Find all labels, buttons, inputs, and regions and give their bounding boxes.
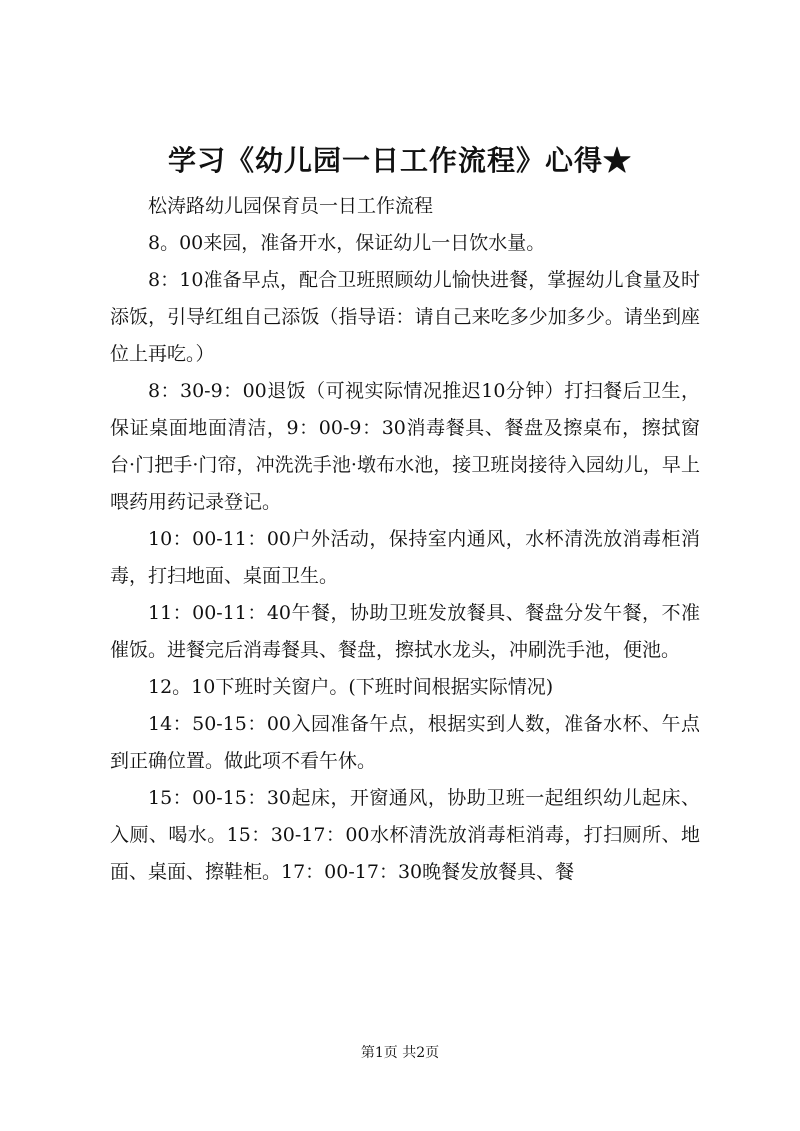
paragraph: 8：30-9：00退饭（可视实际情况推迟10分钟）打扫餐后卫生，保证桌面地面清洁，9：00-9：30消毒餐具、餐盘及擦桌布，擦拭窗台·门把手·门帘，冲洗洗手池·墩布水池，接卫班岗接待入园幼儿，早上喂药用药记录登记。 <box>110 380 700 513</box>
paragraph: 15：00-15：30起床，开窗通风，协助卫班一起组织幼儿起床、入厕、喝水。15：30-17：00水杯清洗放消毒柜消毒，打扫厕所、地面、桌面、擦鞋柜。17：00-17：30晚餐发放餐具、餐 <box>110 787 700 883</box>
paragraph: 8：10准备早点，配合卫班照顾幼儿愉快进餐，掌握幼儿食量及时添饭，引导红组自己添饭（指导语：请自己来吃多少加多少。请坐到座位上再吃。） <box>110 269 700 365</box>
paragraph: 12。10下班时关窗户。(下班时间根据实际情况) <box>148 676 554 698</box>
paragraph: 8。00来园，准备开水，保证幼儿一日饮水量。 <box>148 232 546 254</box>
paragraph-subtitle: 松涛路幼儿园保育员一日工作流程 <box>148 195 434 217</box>
paragraph: 14：50-15：00入园准备午点，根据实到人数，准备水杯、午点到正确位置。做此项不看午休。 <box>110 713 700 772</box>
document-title: 学习《幼儿园一日工作流程》心得★ <box>167 144 632 177</box>
page-footer: 第1页 共2页 <box>360 1045 440 1061</box>
paragraph: 11：00-11：40午餐，协助卫班发放餐具、餐盘分发午餐，不准催饭。进餐完后消毒餐具、餐盘，擦拭水龙头，冲刷洗手池，便池。 <box>110 602 700 661</box>
document-body <box>110 188 700 891</box>
paragraph: 10：00-11：00户外活动，保持室内通风，水杯清洗放消毒柜消毒，打扫地面、桌面卫生。 <box>110 528 700 587</box>
